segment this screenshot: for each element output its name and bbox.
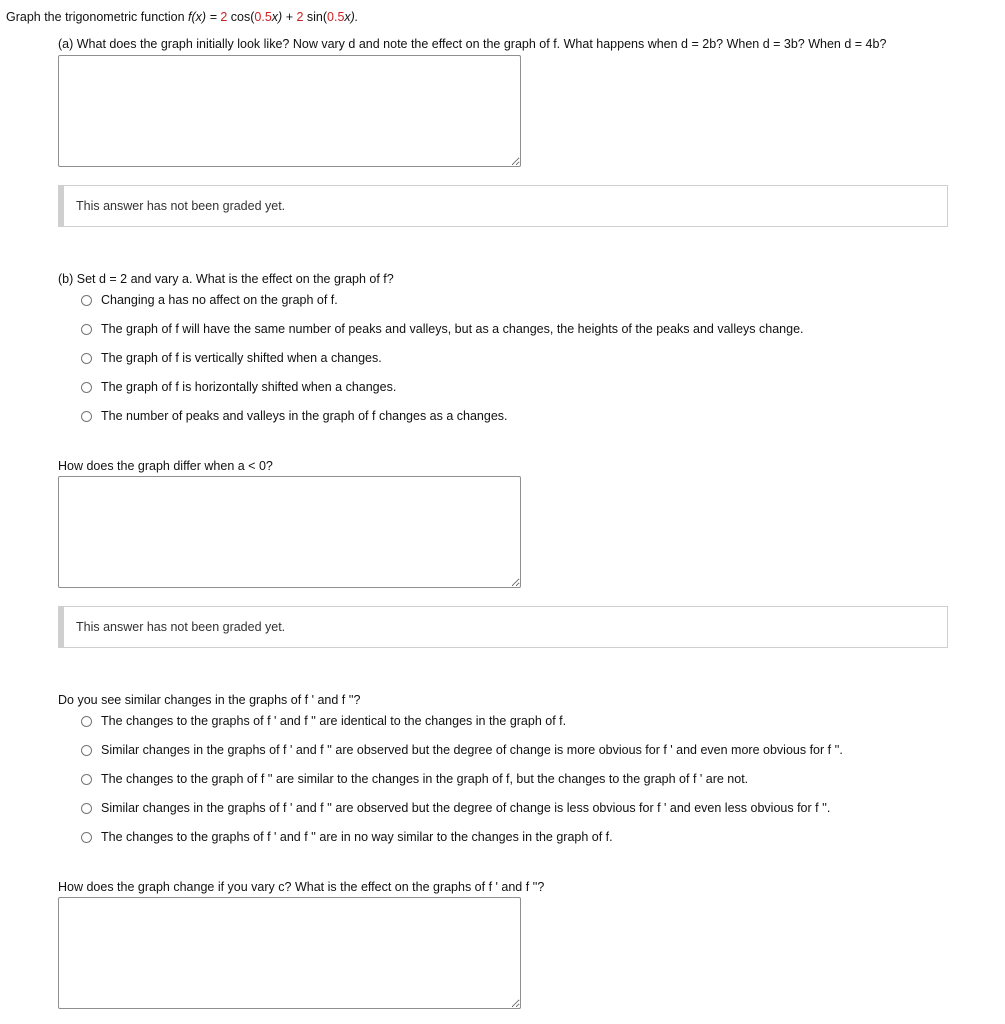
derivatives-option[interactable] bbox=[81, 801, 830, 815]
option-label: The changes to the graph of f '' are similar to the changes in the graph of f, but the changes to the graph of f ' are not. bbox=[101, 772, 749, 786]
radio-button[interactable] bbox=[81, 411, 92, 422]
option-label: Similar changes in the graphs of f ' and f '' are observed but the degree of change is less obvious for f ' and even less obvious for f ''. bbox=[101, 801, 831, 815]
negative-a-grade-status bbox=[58, 606, 948, 648]
option-label: Changing a has no affect on the graph of f. bbox=[101, 293, 338, 307]
function-label: f(x) = bbox=[188, 10, 221, 24]
option-label: The graph of f is vertically shifted when a changes. bbox=[101, 351, 382, 365]
sin-close: x). bbox=[344, 10, 359, 24]
part-b-option[interactable] bbox=[81, 409, 508, 423]
radio-button[interactable] bbox=[81, 832, 92, 843]
part-c-question: How does the graph change if you vary c? What is the effect on the graphs of f ' and f ''? bbox=[58, 880, 545, 894]
negative-a-answer-input[interactable] bbox=[58, 476, 521, 588]
negative-a-question: How does the graph differ when a < 0? bbox=[58, 459, 273, 473]
cos-close: x) + bbox=[271, 10, 297, 24]
coefficient-2: 2 bbox=[296, 10, 304, 24]
derivatives-option[interactable] bbox=[81, 743, 843, 757]
option-label: The changes to the graphs of f ' and f '' are identical to the changes in the graph of f. bbox=[101, 714, 567, 728]
option-label: Similar changes in the graphs of f ' and f '' are observed but the degree of change is more obvious for f ' and even more obvious for f ''. bbox=[101, 743, 843, 757]
derivatives-option[interactable] bbox=[81, 830, 613, 844]
coefficient-1: 2 bbox=[220, 10, 228, 24]
derivatives-option[interactable] bbox=[81, 714, 566, 728]
option-label: The graph of f will have the same number of peaks and valleys, but as a changes, the heights of the peaks and valleys change. bbox=[101, 322, 804, 336]
radio-button[interactable] bbox=[81, 382, 92, 393]
derivatives-question: Do you see similar changes in the graphs of f ' and f ''? bbox=[58, 693, 361, 707]
option-label: The changes to the graphs of f ' and f '' are in no way similar to the changes in the graph of f. bbox=[101, 830, 613, 844]
option-label: The number of peaks and valleys in the graph of f changes as a changes. bbox=[101, 409, 508, 423]
radio-button[interactable] bbox=[81, 324, 92, 335]
radio-button[interactable] bbox=[81, 803, 92, 814]
grade-status-text: This answer has not been graded yet. bbox=[76, 620, 286, 634]
part-a-answer-input[interactable] bbox=[58, 55, 521, 167]
derivatives-option[interactable] bbox=[81, 772, 748, 786]
problem-title bbox=[6, 10, 358, 24]
part-b-question: (b) Set d = 2 and vary a. What is the effect on the graph of f? bbox=[58, 272, 394, 286]
sin-open: sin( bbox=[303, 10, 328, 24]
grade-status-text: This answer has not been graded yet. bbox=[76, 199, 286, 213]
cos-open: cos( bbox=[227, 10, 255, 24]
part-c-answer-input[interactable] bbox=[58, 897, 521, 1009]
frequency-2: 0.5 bbox=[327, 10, 345, 24]
radio-button[interactable] bbox=[81, 353, 92, 364]
part-b-option[interactable] bbox=[81, 293, 338, 307]
radio-button[interactable] bbox=[81, 745, 92, 756]
option-label: The graph of f is horizontally shifted when a changes. bbox=[101, 380, 397, 394]
radio-button[interactable] bbox=[81, 716, 92, 727]
radio-button[interactable] bbox=[81, 295, 92, 306]
part-a-question: (a) What does the graph initially look like? Now vary d and note the effect on the graph of f. What happens when d = 2b? When d = 3b? When d = 4b? bbox=[58, 37, 887, 51]
part-b-option[interactable] bbox=[81, 380, 396, 394]
frequency-1: 0.5 bbox=[254, 10, 272, 24]
part-a-grade-status bbox=[58, 185, 948, 227]
part-b-option[interactable] bbox=[81, 322, 804, 336]
title-prefix: Graph the trigonometric function bbox=[6, 10, 189, 24]
radio-button[interactable] bbox=[81, 774, 92, 785]
part-b-option[interactable] bbox=[81, 351, 382, 365]
